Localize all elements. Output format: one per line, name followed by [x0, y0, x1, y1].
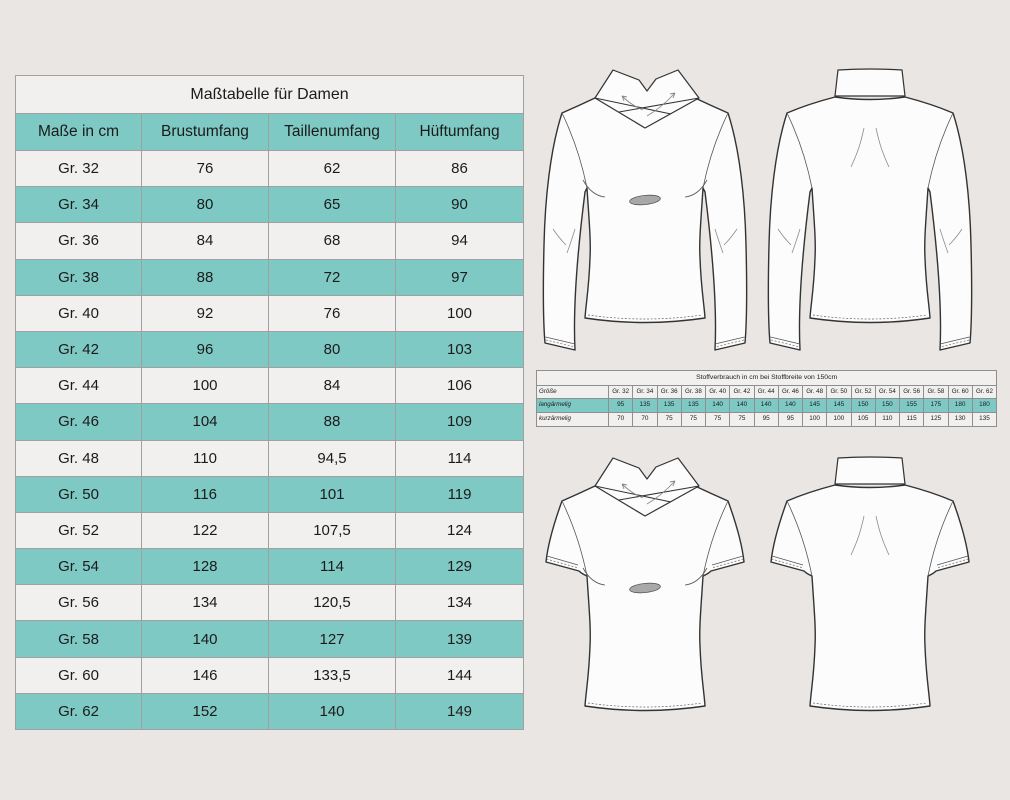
fabric-col-header-11: Gr. 54 [875, 386, 899, 399]
fabric-value: 150 [875, 399, 899, 413]
fabric-col-header-9: Gr. 50 [827, 386, 851, 399]
fabric-value: 140 [778, 399, 802, 413]
waist-value: 88 [269, 404, 396, 440]
fabric-value: 115 [900, 413, 924, 427]
fabric-value: 75 [706, 413, 730, 427]
fabric-value: 140 [706, 399, 730, 413]
size-row-gr-52 [16, 512, 524, 548]
size-label: Gr. 46 [16, 404, 142, 440]
fabric-row-label: langärmelig [537, 399, 609, 413]
size-label: Gr. 40 [16, 295, 142, 331]
bust-value: 140 [142, 621, 269, 657]
size-col-header-3: Hüftumfang [396, 114, 524, 151]
hip-value: 103 [396, 331, 524, 367]
size-label: Gr. 62 [16, 693, 142, 729]
fabric-col-header-12: Gr. 56 [900, 386, 924, 399]
fabric-value: 95 [754, 413, 778, 427]
hip-value: 114 [396, 440, 524, 476]
drawing-long-sleeve-back [758, 40, 998, 360]
size-col-header-1: Brustumfang [142, 114, 269, 151]
size-row-gr-62 [16, 693, 524, 729]
waist-value: 133,5 [269, 657, 396, 693]
fabric-value: 145 [803, 399, 827, 413]
hip-value: 97 [396, 259, 524, 295]
waist-value: 114 [269, 549, 396, 585]
fabric-value: 95 [778, 413, 802, 427]
garment-flat-sketch [533, 40, 773, 360]
stand-collar [835, 457, 905, 484]
bust-value: 122 [142, 512, 269, 548]
fabric-value: 175 [924, 399, 948, 413]
fabric-value: 135 [633, 399, 657, 413]
bust-value: 76 [142, 151, 269, 187]
fabric-value: 180 [948, 399, 972, 413]
size-row-gr-44 [16, 368, 524, 404]
bust-value: 128 [142, 549, 269, 585]
size-label: Gr. 36 [16, 223, 142, 259]
size-label: Gr. 48 [16, 440, 142, 476]
size-label: Gr. 58 [16, 621, 142, 657]
hip-value: 124 [396, 512, 524, 548]
fabric-value: 135 [657, 399, 681, 413]
cuff-stitching [771, 340, 969, 347]
size-label: Gr. 44 [16, 368, 142, 404]
hip-value: 134 [396, 585, 524, 621]
size-label: Gr. 38 [16, 259, 142, 295]
hip-value: 100 [396, 295, 524, 331]
fabric-col-header-1: Gr. 34 [633, 386, 657, 399]
bust-value: 96 [142, 331, 269, 367]
fabric-col-header-4: Gr. 40 [706, 386, 730, 399]
hip-value: 109 [396, 404, 524, 440]
fabric-col-header-2: Gr. 36 [657, 386, 681, 399]
fabric-value: 75 [657, 413, 681, 427]
size-row-gr-38 [16, 259, 524, 295]
size-table-title-row [16, 76, 524, 114]
fabric-value: 75 [730, 413, 754, 427]
fabric-col-header-6: Gr. 44 [754, 386, 778, 399]
bust-value: 110 [142, 440, 269, 476]
size-col-header-0: Maße in cm [16, 114, 142, 151]
fabric-col-header-0: Gr. 32 [609, 386, 633, 399]
size-row-gr-32 [16, 151, 524, 187]
hip-value: 94 [396, 223, 524, 259]
hip-value: 129 [396, 549, 524, 585]
size-table-title: Maßtabelle für Damen [16, 76, 524, 114]
size-row-gr-40 [16, 295, 524, 331]
fabric-consumption-table [536, 370, 997, 427]
size-row-gr-50 [16, 476, 524, 512]
size-label: Gr. 42 [16, 331, 142, 367]
fabric-col-header-3: Gr. 38 [681, 386, 705, 399]
garment-body [768, 97, 971, 350]
waist-value: 94,5 [269, 440, 396, 476]
fabric-col-header-13: Gr. 58 [924, 386, 948, 399]
waist-value: 62 [269, 151, 396, 187]
fabric-table-header-row [537, 386, 997, 399]
fabric-value: 105 [851, 413, 875, 427]
fabric-value: 180 [972, 399, 996, 413]
fabric-col-header-14: Gr. 60 [948, 386, 972, 399]
garment-body [546, 486, 744, 711]
fabric-col-header-10: Gr. 52 [851, 386, 875, 399]
bust-value: 84 [142, 223, 269, 259]
fabric-value: 150 [851, 399, 875, 413]
fabric-value: 100 [827, 413, 851, 427]
size-row-gr-36 [16, 223, 524, 259]
fabric-value: 100 [803, 413, 827, 427]
waist-value: 120,5 [269, 585, 396, 621]
bust-value: 134 [142, 585, 269, 621]
size-row-gr-60 [16, 657, 524, 693]
waist-value: 127 [269, 621, 396, 657]
fabric-value: 145 [827, 399, 851, 413]
fabric-value: 130 [948, 413, 972, 427]
drawing-long-sleeve-front [533, 40, 773, 360]
fabric-value: 135 [681, 399, 705, 413]
size-label: Gr. 52 [16, 512, 142, 548]
waist-value: 140 [269, 693, 396, 729]
hip-value: 106 [396, 368, 524, 404]
fabric-value: 125 [924, 413, 948, 427]
garment-flat-sketch [758, 428, 998, 748]
size-col-header-2: Taillenumfang [269, 114, 396, 151]
fabric-col-header-groesse: Größe [537, 386, 609, 399]
fabric-col-header-15: Gr. 62 [972, 386, 996, 399]
fabric-value: 140 [754, 399, 778, 413]
size-label: Gr. 50 [16, 476, 142, 512]
waist-value: 76 [269, 295, 396, 331]
size-row-gr-46 [16, 404, 524, 440]
bust-value: 116 [142, 476, 269, 512]
fabric-value: 95 [609, 399, 633, 413]
bust-value: 152 [142, 693, 269, 729]
fabric-value: 155 [900, 399, 924, 413]
fabric-col-header-5: Gr. 42 [730, 386, 754, 399]
fabric-value: 75 [681, 413, 705, 427]
waist-value: 84 [269, 368, 396, 404]
fabric-row-kurzaermelig [537, 413, 997, 427]
fabric-value: 70 [609, 413, 633, 427]
hip-value: 139 [396, 621, 524, 657]
fabric-row-langaermelig [537, 399, 997, 413]
bust-value: 104 [142, 404, 269, 440]
waist-value: 68 [269, 223, 396, 259]
hip-value: 144 [396, 657, 524, 693]
waist-value: 65 [269, 187, 396, 223]
drawing-short-sleeve-front [533, 428, 773, 748]
size-label: Gr. 34 [16, 187, 142, 223]
waist-value: 72 [269, 259, 396, 295]
size-row-gr-58 [16, 621, 524, 657]
size-label: Gr. 60 [16, 657, 142, 693]
fabric-table-title-row [537, 371, 997, 386]
fabric-col-header-7: Gr. 46 [778, 386, 802, 399]
garment-body [771, 485, 969, 711]
size-label: Gr. 32 [16, 151, 142, 187]
hip-value: 90 [396, 187, 524, 223]
hip-value: 86 [396, 151, 524, 187]
bust-value: 146 [142, 657, 269, 693]
fabric-value: 140 [730, 399, 754, 413]
hip-value: 149 [396, 693, 524, 729]
bust-value: 100 [142, 368, 269, 404]
garment-flat-sketch [758, 40, 998, 360]
size-table-header-row [16, 114, 524, 151]
size-row-gr-34 [16, 187, 524, 223]
bust-value: 80 [142, 187, 269, 223]
fabric-col-header-8: Gr. 48 [803, 386, 827, 399]
fabric-value: 70 [633, 413, 657, 427]
size-row-gr-54 [16, 549, 524, 585]
cuff-stitching [546, 340, 744, 347]
garment-flat-sketch [533, 428, 773, 748]
waist-value: 107,5 [269, 512, 396, 548]
bust-value: 92 [142, 295, 269, 331]
size-label: Gr. 56 [16, 585, 142, 621]
size-row-gr-48 [16, 440, 524, 476]
fabric-row-label: kurzärmelig [537, 413, 609, 427]
hip-value: 119 [396, 476, 524, 512]
stand-collar [835, 69, 905, 96]
size-label: Gr. 54 [16, 549, 142, 585]
waist-value: 80 [269, 331, 396, 367]
drawing-short-sleeve-back [758, 428, 998, 748]
waist-value: 101 [269, 476, 396, 512]
bust-value: 88 [142, 259, 269, 295]
fabric-value: 110 [875, 413, 899, 427]
fabric-table-title: Stoffverbrauch in cm bei Stoffbreite von 150cm [537, 371, 997, 386]
size-row-gr-56 [16, 585, 524, 621]
garment-body [543, 98, 746, 350]
womens-size-table [15, 75, 524, 730]
fabric-value: 135 [972, 413, 996, 427]
size-row-gr-42 [16, 331, 524, 367]
